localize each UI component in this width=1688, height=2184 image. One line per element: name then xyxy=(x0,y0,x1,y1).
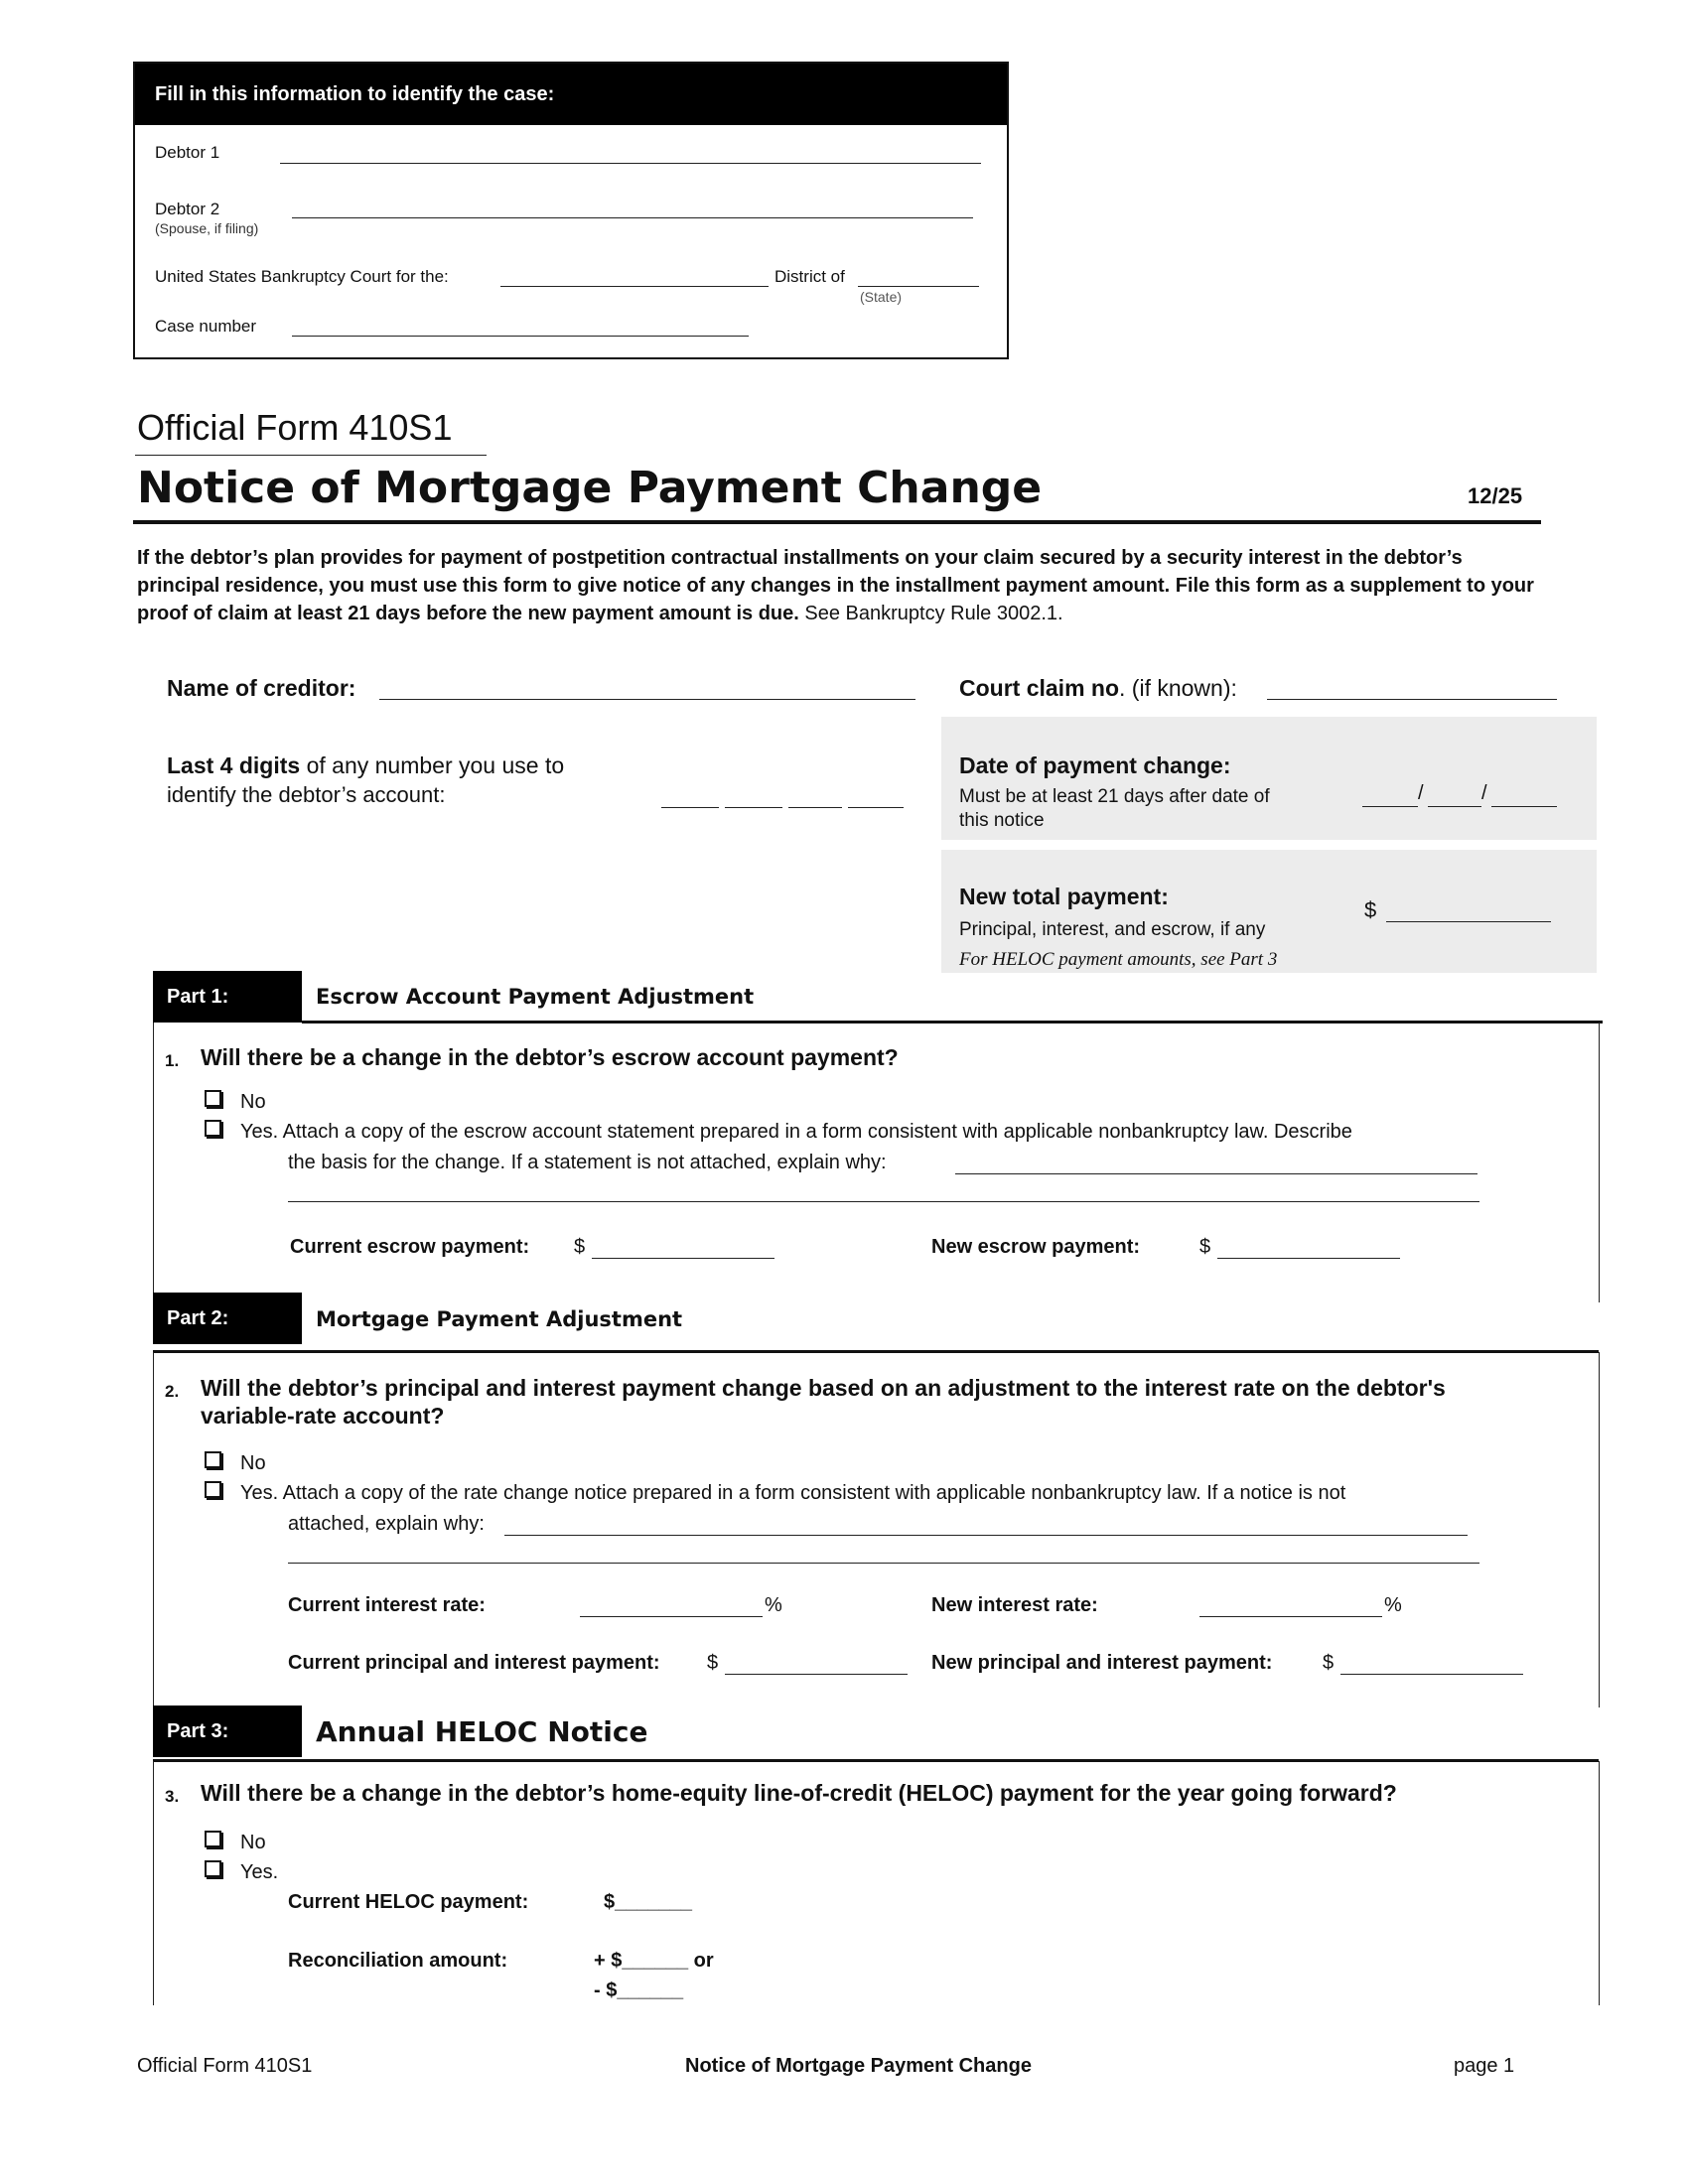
date-month-field[interactable] xyxy=(1362,806,1418,807)
footer-title: Notice of Mortgage Payment Change xyxy=(685,2055,1032,2077)
current-pi-dollar: $ xyxy=(707,1652,719,1674)
date-day-field[interactable] xyxy=(1428,806,1481,807)
new-pi-field[interactable] xyxy=(1340,1674,1523,1675)
part1-right-border xyxy=(1599,1023,1600,1302)
part1-title: Escrow Account Payment Adjustment xyxy=(316,985,755,1009)
debtor1-label: Debtor 1 xyxy=(155,143,220,162)
q2-yes-checkbox[interactable] xyxy=(205,1481,221,1498)
q3-number: 3. xyxy=(165,1787,180,1806)
form-number: Official Form 410S1 xyxy=(137,407,453,448)
part3-right-border xyxy=(1599,1761,1600,2005)
last4-label-line2: identify the debtor’s account: xyxy=(167,782,446,807)
debtor2-field[interactable] xyxy=(292,217,973,218)
new-total-sub: Principal, interest, and escrow, if any xyxy=(959,919,1266,940)
last4-digit-4[interactable] xyxy=(848,807,904,808)
creditor-label: Name of creditor: xyxy=(167,675,356,701)
case-number-label: Case number xyxy=(155,317,257,336)
footer-page-number: page 1 xyxy=(1454,2055,1515,2077)
revision-date: 12/25 xyxy=(1468,483,1523,508)
district-label: District of xyxy=(774,267,845,286)
last4-digit-1[interactable] xyxy=(661,807,719,808)
part1-tag: Part 1: xyxy=(153,971,302,1023)
q2-yes-line1: Yes. Attach a copy of the rate change notice prepared in a form consistent with applicable nonbankruptcy law. If a notice is not xyxy=(240,1482,1346,1504)
intro-rest: See Bankruptcy Rule 3002.1. xyxy=(798,603,1063,624)
new-total-italic-note: For HELOC payment amounts, see Part 3 xyxy=(959,949,1278,970)
q2-explain-field-1[interactable] xyxy=(504,1535,1468,1536)
current-pi-label: Current principal and interest payment: xyxy=(288,1652,660,1674)
q2-no-label: No xyxy=(240,1452,266,1474)
current-rate-percent: % xyxy=(765,1594,782,1616)
current-escrow-dollar: $ xyxy=(574,1236,586,1258)
creditor-field[interactable] xyxy=(379,699,915,700)
reconciliation-label: Reconciliation amount: xyxy=(288,1950,508,1972)
intro-paragraph xyxy=(137,544,1547,627)
part2-rule xyxy=(153,1350,1599,1353)
new-total-field[interactable] xyxy=(1386,921,1551,922)
q1-yes-line1: Yes. Attach a copy of the escrow account statement prepared in a form consistent with applicable nonbankruptcy law. Describe xyxy=(240,1121,1352,1143)
q2-yes-line2: attached, explain why: xyxy=(288,1513,485,1535)
new-pi-label: New principal and interest payment: xyxy=(931,1652,1273,1674)
last4-digit-2[interactable] xyxy=(725,807,782,808)
state-sublabel: (State) xyxy=(860,289,903,305)
q1-yes-line2: the basis for the change. If a statement is not attached, explain why: xyxy=(288,1152,887,1173)
reconciliation-plus-field[interactable]: + $______ or xyxy=(594,1950,714,1972)
part2-right-border xyxy=(1599,1352,1600,1707)
court-label: United States Bankruptcy Court for the: xyxy=(155,267,449,286)
date-slash-2: / xyxy=(1481,782,1487,804)
q1-explain-field-2[interactable] xyxy=(288,1201,1479,1202)
claim-number-field[interactable] xyxy=(1267,699,1557,700)
intro-bold: If the debtor’s plan provides for payment of postpetition contractual installments on your claim secured by a security interest in the debtor’s principal residence, you must use this form to give notice of any changes in the installment payment amount. File this form as a supplement to your proof of claim at least 21 days before the new payment amount is due. xyxy=(137,547,1534,624)
page-title: Notice of Mortgage Payment Change xyxy=(137,463,1043,513)
q3-no-checkbox[interactable] xyxy=(205,1831,221,1847)
part2-tag: Part 2: xyxy=(153,1293,302,1344)
q3-question: Will there be a change in the debtor’s home-equity line-of-credit (HELOC) payment for the year going forward? xyxy=(201,1780,1397,1806)
new-total-dollar: $ xyxy=(1364,897,1377,922)
current-heloc-label: Current HELOC payment: xyxy=(288,1891,529,1913)
new-escrow-label: New escrow payment: xyxy=(931,1236,1141,1258)
new-escrow-field[interactable] xyxy=(1217,1258,1400,1259)
q2-number: 2. xyxy=(165,1382,180,1401)
court-field[interactable] xyxy=(500,286,769,287)
q1-no-label: No xyxy=(240,1091,266,1113)
current-escrow-label: Current escrow payment: xyxy=(290,1236,530,1258)
q1-no-checkbox[interactable] xyxy=(205,1090,221,1107)
date-sub-line2: this notice xyxy=(959,810,1045,831)
case-box-header: Fill in this information to identify the case: xyxy=(135,64,1007,125)
last4-label: Last 4 digits of any number you use to xyxy=(167,752,565,778)
current-rate-field[interactable] xyxy=(580,1616,763,1617)
debtor2-label: Debtor 2 xyxy=(155,200,220,218)
case-number-field[interactable] xyxy=(292,336,749,337)
part2-left-border xyxy=(153,1352,154,1707)
part3-left-border xyxy=(153,1761,154,2005)
part3-rule xyxy=(153,1759,1599,1762)
q1-yes-checkbox[interactable] xyxy=(205,1120,221,1137)
reconciliation-minus-field[interactable]: - $______ xyxy=(594,1979,684,2001)
debtor1-field[interactable] xyxy=(280,163,981,164)
new-total-label: New total payment: xyxy=(959,884,1169,909)
part1-left-border xyxy=(153,1023,154,1302)
q1-explain-field-1[interactable] xyxy=(955,1173,1477,1174)
part1-rule xyxy=(302,1021,1603,1024)
q2-explain-field-2[interactable] xyxy=(288,1563,1479,1564)
new-rate-field[interactable] xyxy=(1199,1616,1382,1617)
form-number-underline xyxy=(135,455,487,456)
date-slash-1: / xyxy=(1418,782,1424,804)
q3-yes-checkbox[interactable] xyxy=(205,1860,221,1877)
part3-title: Annual HELOC Notice xyxy=(316,1715,648,1748)
date-year-field[interactable] xyxy=(1491,806,1557,807)
q3-yes-label: Yes. xyxy=(240,1861,279,1883)
date-change-label: Date of payment change: xyxy=(959,752,1231,778)
title-rule xyxy=(133,520,1541,524)
current-pi-field[interactable] xyxy=(725,1674,908,1675)
q1-question: Will there be a change in the debtor’s escrow account payment? xyxy=(201,1044,899,1070)
date-sub-line1: Must be at least 21 days after date of xyxy=(959,786,1270,807)
current-rate-label: Current interest rate: xyxy=(288,1594,486,1616)
new-escrow-dollar: $ xyxy=(1199,1236,1211,1258)
debtor2-sublabel: (Spouse, if filing) xyxy=(155,220,259,236)
footer-form-number: Official Form 410S1 xyxy=(137,2055,313,2077)
last4-digit-3[interactable] xyxy=(788,807,842,808)
q1-number: 1. xyxy=(165,1051,180,1070)
q3-no-label: No xyxy=(240,1832,266,1853)
current-escrow-field[interactable] xyxy=(592,1258,774,1259)
q2-question-line1: Will the debtor’s principal and interest payment change based on an adjustment to the interest rate on the debtor's xyxy=(201,1375,1446,1401)
q2-question-line2: variable-rate account? xyxy=(201,1403,445,1429)
q2-no-checkbox[interactable] xyxy=(205,1451,221,1468)
current-heloc-field[interactable]: $_______ xyxy=(604,1891,692,1913)
new-rate-label: New interest rate: xyxy=(931,1594,1098,1616)
case-info-box xyxy=(133,62,1009,359)
new-rate-percent: % xyxy=(1384,1594,1402,1616)
part2-title: Mortgage Payment Adjustment xyxy=(316,1307,683,1331)
new-pi-dollar: $ xyxy=(1323,1652,1335,1674)
district-field[interactable] xyxy=(858,286,979,287)
part3-tag: Part 3: xyxy=(153,1706,302,1757)
claim-label: Court claim no. (if known): xyxy=(959,675,1237,701)
